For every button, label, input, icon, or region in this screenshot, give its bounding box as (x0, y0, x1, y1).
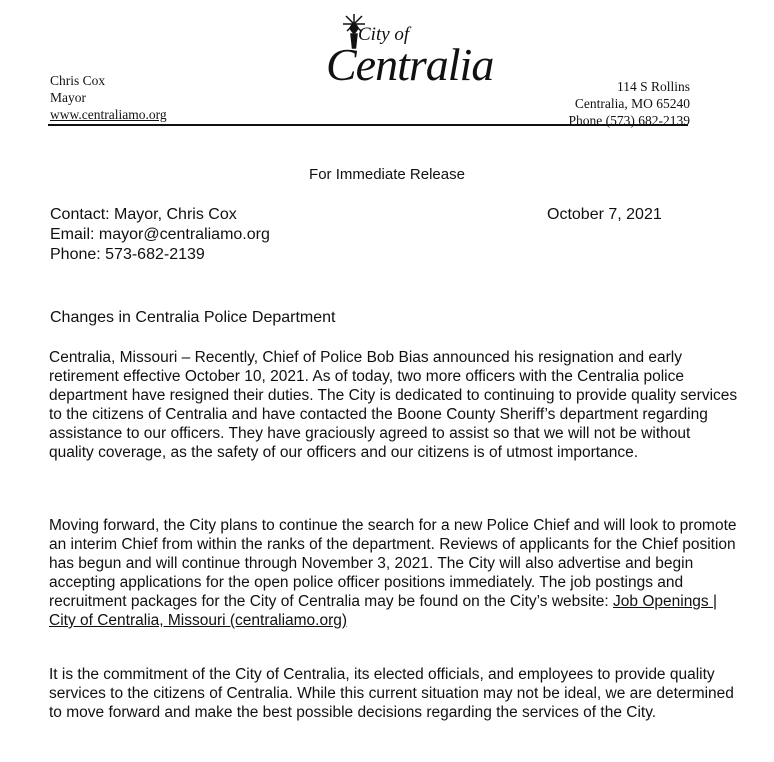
contact-block (50, 205, 270, 265)
job-openings-link[interactable]: Job Openings | City of Centralia, Missouri (centraliamo.org) (49, 593, 718, 629)
paragraph-2 (49, 516, 739, 630)
city-logo (316, 6, 494, 98)
email-line: Email: mayor@centraliamo.org (50, 226, 270, 243)
paragraph-1: Centralia, Missouri – Recently, Chief of Police Bob Bias announced his resignation and early retirement effective October 10, 2021. As of today, two more officers with the Centralia police department have resigned their duties. The City is dedicated to continuing to provide quality services to the citizens of Centralia and have contacted the Boone County Sheriff’s department regarding assistance to our officers. They have graciously agreed to assist so that we will not be without quality coverage, as the safety of our officers and our citizens is of utmost importance. (49, 349, 738, 461)
mayor-title: Mayor (50, 90, 86, 105)
address-phone: Phone (573) 682-2139 (568, 113, 690, 128)
subject-heading: Changes in Centralia Police Department (50, 309, 336, 326)
logo-small-text: City of (358, 24, 410, 45)
release-date: October 7, 2021 (547, 206, 662, 223)
website-link[interactable]: www.centraliamo.org (50, 107, 167, 122)
release-line: For Immediate Release (309, 166, 465, 183)
logo-wordmark: Centralia (326, 39, 494, 90)
letterhead-right (569, 78, 691, 129)
header-rule (48, 124, 688, 126)
paragraph-3: It is the commitment of the City of Centralia, its elected officials, and employees to provide quality services to the citizens of Centralia. While this current situation may not be ideal, we are determined to move forward and make the best possible decisions regarding the services of the City. (49, 666, 734, 721)
paragraph-2-text: Moving forward, the City plans to continue the search for a new Police Chief and will look to promote an interim Chief from within the ranks of the department. Reviews of applicants for the Chief position has begun and will continue through November 3, 2021. The City will also advertise and begin accepting applications for the open police officer positions immediately. The job postings and recruitment packages for the City of Centralia may be found on the City’s website: (49, 517, 737, 610)
phone-line: Phone: 573-682-2139 (50, 246, 205, 263)
address-street: 114 S Rollins (616, 79, 690, 94)
letterhead-left (50, 72, 167, 123)
address-city: Centralia, MO 65240 (574, 96, 690, 111)
mayor-name: Chris Cox (50, 73, 106, 88)
contact-line: Contact: Mayor, Chris Cox (50, 206, 237, 223)
